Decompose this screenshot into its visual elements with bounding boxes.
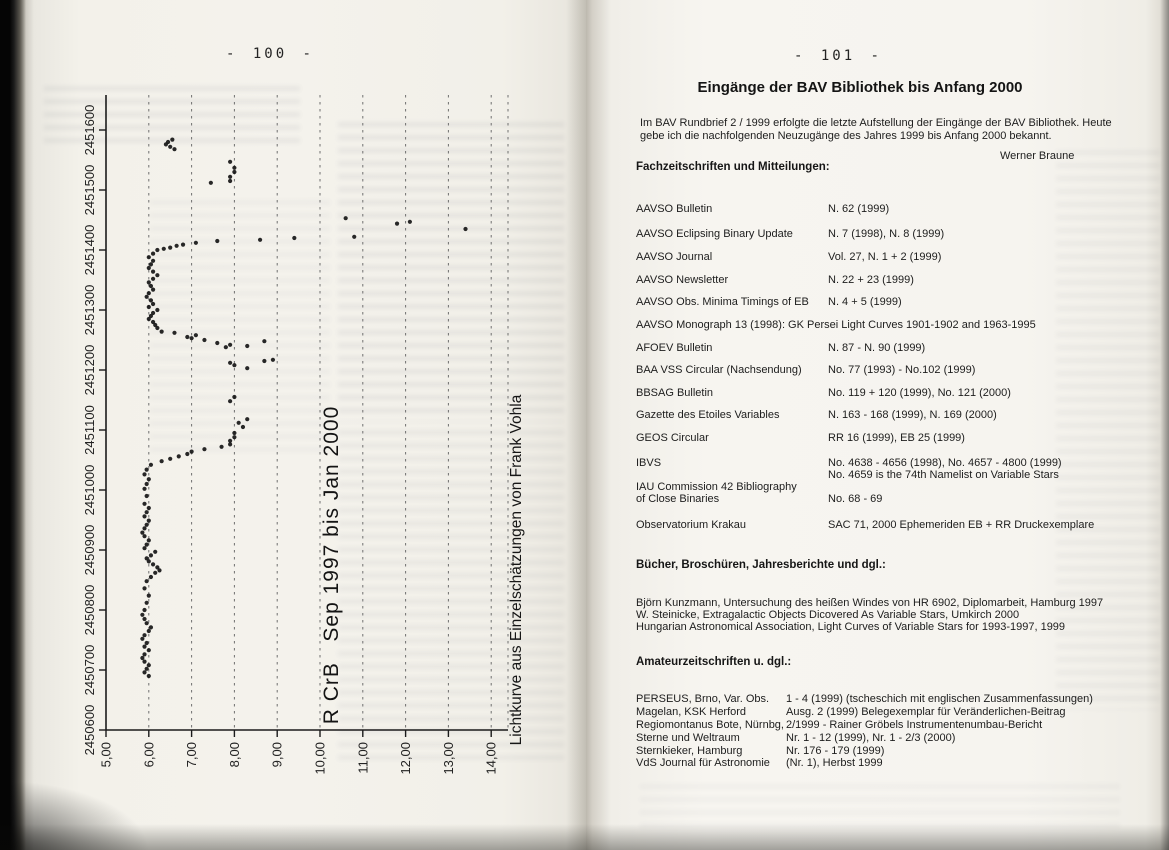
entry-value: 2/1999 - Rainer Gröbels Instrumentenumbau-Bericht — [786, 719, 1043, 731]
list-row — [0, 296, 1169, 309]
mag-tick-label: 6,00 — [141, 742, 157, 768]
entry-label: BBSAG Bulletin — [636, 387, 714, 399]
entry-value: N. 163 - 168 (1999), N. 169 (2000) — [828, 409, 997, 421]
entry-label: AAVSO Bulletin — [636, 203, 713, 215]
entry-label: AAVSO Eclipsing Binary Update — [636, 228, 793, 240]
jd-tick-label: 2451300 — [82, 284, 97, 336]
jd-tick-label: 2450900 — [82, 524, 97, 576]
entry-label: Gazette des Etoiles Variables — [636, 409, 780, 421]
entry-value: (Nr. 1), Herbst 1999 — [786, 757, 883, 769]
intro-line-1: Im BAV Rundbrief 2 / 1999 erfolgte die letzte Aufstellung der Eingänge der BAV Bibliothek. Heute — [640, 117, 1112, 129]
entry-value: RR 16 (1999), EB 25 (1999) — [828, 432, 965, 444]
entry-label: Sternkieker, Hamburg — [636, 745, 743, 757]
jd-tick-label: 2451000 — [82, 464, 97, 516]
entry-label: VdS Journal für Astronomie — [636, 757, 770, 769]
jd-tick-label: 2450800 — [82, 584, 97, 636]
entry-label: PERSEUS, Brno, Var. Obs. — [636, 693, 770, 705]
jd-tick-label: 2451100 — [82, 405, 97, 455]
entry-label: AAVSO Newsletter — [636, 274, 729, 286]
entry-label: AAVSO Obs. Minima Timings of EB — [636, 296, 809, 308]
mag-tick-label: 9,00 — [269, 742, 285, 768]
list-row — [0, 706, 1169, 719]
mag-tick-label: 10,00 — [312, 742, 328, 775]
mag-tick-label: 11,00 — [355, 742, 371, 774]
mag-tick-label: 7,00 — [184, 742, 200, 768]
list-row — [0, 387, 1169, 400]
book-entry: W. Steinicke, Extragalactic Objects Dicovered As Variable Stars, Umkirch 2000 — [636, 609, 1020, 621]
entry-label: Regiomontanus Bote, Nürnbg, — [636, 719, 784, 731]
book-entry: Hungarian Astronomical Association, Light Curves of Variable Stars for 1993-1997, 1999 — [636, 621, 1066, 633]
entry-label: IAU Commission 42 Bibliography — [636, 481, 797, 493]
list-row — [0, 621, 1169, 634]
list-row — [0, 719, 1169, 732]
list-row — [0, 757, 1169, 770]
entry-label: Sterne und Weltraum — [636, 732, 740, 744]
entry-value: N. 22 + 23 (1999) — [828, 274, 914, 286]
entry-value: Vol. 27, N. 1 + 2 (1999) — [828, 251, 942, 263]
entry-value: Nr. 1 - 12 (1999), Nr. 1 - 2/3 (2000) — [786, 732, 956, 744]
entry-value: N. 7 (1998), N. 8 (1999) — [828, 228, 945, 240]
chart-title: R CrB Sep 1997 bis Jan 2000 — [320, 405, 343, 725]
entry-value: 1 - 4 (1999) (tscheschich mit englischen Zusammenfassungen) — [786, 693, 1093, 705]
entry-label: Observatorium Krakau — [636, 519, 747, 531]
mag-tick-label: 13,00 — [440, 742, 456, 775]
entry-label: Magelan, KSK Herford — [636, 706, 747, 718]
section-heading-journals: Fachzeitschriften und Mitteilungen: — [636, 161, 830, 173]
left-page-number: - 100 - — [225, 46, 314, 62]
right-page-number: - 101 - — [793, 48, 882, 64]
entry-full: AAVSO Monograph 13 (1998): GK Persei Light Curves 1901-1902 and 1963-1995 — [636, 319, 1036, 331]
list-row — [0, 693, 1169, 706]
entry-value: No. 68 - 69 — [828, 493, 883, 505]
list-row — [0, 432, 1169, 445]
list-row — [0, 274, 1169, 287]
section-heading-amateur: Amateurzeitschriften u. dgl.: — [636, 656, 792, 668]
entry-value: N. 62 (1999) — [828, 203, 890, 215]
jd-tick-label: 2451600 — [82, 104, 97, 156]
entry-label: BAA VSS Circular (Nachsendung) — [636, 364, 802, 376]
book-entry: Björn Kunzmann, Untersuchung des heißen Windes von HR 6902, Diplomarbeit, Hamburg 1997 — [636, 597, 1104, 609]
chart-caption: Lichtkurve aus Einzelschätzungen von Frank Vohla — [508, 394, 525, 746]
entry-label: GEOS Circular — [636, 432, 709, 444]
mag-tick-label: 5,00 — [98, 742, 114, 768]
list-row — [0, 319, 1169, 332]
list-row — [0, 519, 1169, 532]
intro-line-2: gebe ich die nachfolgenden Neuzugänge des Jahres 1999 bis Anfang 2000 bekannt. — [640, 130, 1052, 142]
entry-label: IBVS — [636, 457, 662, 469]
list-row — [0, 251, 1169, 264]
list-row — [0, 203, 1169, 216]
mag-tick-label: 12,00 — [398, 742, 414, 775]
list-row — [0, 732, 1169, 745]
entry-label: of Close Binaries — [636, 493, 720, 505]
section-heading-books: Bücher, Broschüren, Jahresberichte und dgl.: — [636, 559, 886, 571]
jd-tick-label: 2450600 — [82, 704, 97, 756]
entry-label: AAVSO Journal — [636, 251, 713, 263]
entry-value: Nr. 176 - 179 (1999) — [786, 745, 885, 757]
byline: Werner Braune — [1000, 150, 1075, 162]
jd-tick-label: 2451400 — [82, 224, 97, 276]
article-title: Eingänge der BAV Bibliothek bis Anfang 2000 — [697, 79, 1023, 96]
mag-tick-label: 14,00 — [483, 742, 499, 775]
entry-value: No. 77 (1993) - No.102 (1999) — [828, 364, 976, 376]
list-row — [0, 409, 1169, 422]
list-row — [0, 228, 1169, 241]
jd-tick-label: 2451500 — [82, 164, 97, 216]
entry-value: No. 4659 is the 74th Namelist on Variable Stars — [828, 469, 1059, 481]
entry-value: N. 87 - N. 90 (1999) — [828, 342, 926, 354]
mag-tick-label: 8,00 — [226, 742, 242, 768]
entry-label: AFOEV Bulletin — [636, 342, 713, 354]
list-row — [0, 364, 1169, 377]
entry-value: No. 4638 - 4656 (1998), No. 4657 - 4800 (1999) — [828, 457, 1062, 469]
list-row — [0, 493, 1169, 506]
jd-tick-label: 2450700 — [82, 644, 97, 696]
entry-value: No. 119 + 120 (1999), No. 121 (2000) — [828, 387, 1011, 399]
list-row — [0, 342, 1169, 355]
jd-tick-label: 2451200 — [82, 344, 97, 396]
entry-value: N. 4 + 5 (1999) — [828, 296, 902, 308]
entry-value: SAC 71, 2000 Ephemeriden EB + RR Druckexemplare — [828, 519, 1095, 531]
entry-value: Ausg. 2 (1999) Belegexemplar für Veränderlichen-Beitrag — [786, 706, 1066, 718]
